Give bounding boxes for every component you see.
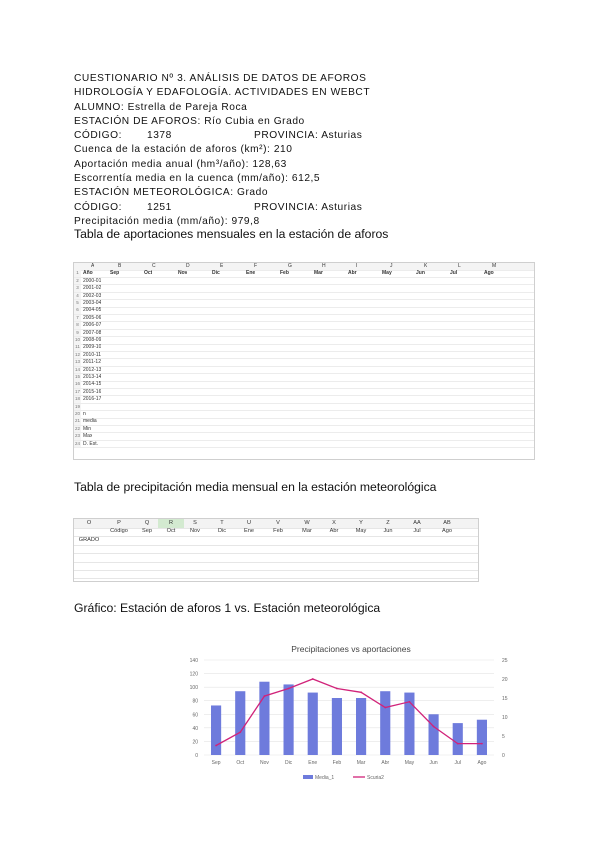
row-number [74,263,81,270]
row-number: 18 [74,396,80,402]
year-label: 2003-04 [83,300,102,306]
column-letter: AB [443,520,451,526]
student-name: ALUMNO: Estrella de Pareja Roca [74,101,248,113]
row-number: 12 [74,351,80,357]
column-header: Mar [314,270,323,277]
column-letter: O [86,520,92,526]
column-header: Abr [348,270,357,277]
year-label: 2013-14 [83,374,102,380]
column-letter: L [458,263,461,269]
x-tick-label: Abr [381,760,390,766]
column-letter: E [220,263,224,269]
x-tick-label: Nov [259,760,269,766]
column-header: Sep [110,270,120,277]
column-header: Jul [450,270,458,277]
row-number: 16 [74,381,80,387]
x-tick-label: Mar [356,760,366,766]
code-label: CÓDIGO: [74,201,122,213]
row-number: 6 [74,307,81,314]
sheet-row [74,441,534,449]
column-letter: P [117,520,121,526]
column-header: Ago [442,528,452,535]
row-number: 24 [74,440,80,446]
legend-label-line: Scuria2 [367,775,384,781]
column-letter: X [332,520,336,526]
mean-precipitation: Precipitación media (mm/año): 979,8 [74,215,260,227]
bar [332,698,342,755]
bar [380,691,390,755]
y-tick-label-right: 25 [502,658,508,664]
column-letter: J [390,263,393,269]
column-header: Nov [190,528,200,535]
mean-runoff: Escorrentía media en la cuenca (mm/año): 612,5 [74,173,321,185]
code-label: CÓDIGO: [74,130,122,142]
y-tick-label-left: 20 [192,739,198,746]
chart-title: Precipitaciones vs aportaciones [291,644,411,654]
bar [453,723,463,755]
column-letter: R [158,519,184,528]
year-label: 2006-07 [83,322,102,329]
column-letter: AA [413,520,421,526]
column-header: Nov [178,270,188,277]
row-number: 13 [74,359,80,365]
x-tick-label: May [404,760,415,766]
bar [429,714,439,755]
y-tick-label-left: 120 [189,671,198,678]
y-tick-label-right: 0 [502,753,505,759]
column-header: Sep [142,528,152,535]
row-number: 15 [74,374,80,379]
year-label: 2008-09 [83,337,102,343]
chart-svg [172,636,530,788]
mean-contribution: Aportación media anual (hm³/año): 128,63 [74,158,287,170]
station-label: GRADO [78,536,100,543]
row-number: 19 [74,403,80,409]
bar [308,693,318,755]
y-tick-label-left: 100 [189,685,198,692]
row-number: 7 [74,315,81,322]
stat-label: media [83,418,97,425]
row-number: 3 [74,285,81,292]
y-tick-label-right: 10 [502,715,508,721]
series-line [216,679,482,746]
column-letter: M [492,263,497,269]
y-tick-label-left: 140 [189,658,198,664]
column-header: Jun [416,270,425,277]
document-header [74,72,544,229]
y-tick-label-left: 0 [195,753,198,759]
row-number: 8 [74,322,81,329]
section-title-contributions: Tabla de aportaciones mensuales en la estación de aforos [74,227,389,241]
stat-label: Max [83,433,93,440]
column-header: Mar [302,528,312,535]
row-number: 2 [74,278,81,285]
row-number: 22 [74,425,80,431]
gauging-station: ESTACIÓN DE AFOROS: Río Cubia en Grado [74,115,305,127]
y-tick-label-left: 60 [192,712,198,719]
row-number: 4 [74,293,81,300]
year-label: 2011-12 [83,359,101,366]
column-letter: S [193,520,197,526]
sheet-row [74,569,478,579]
bar [356,698,366,755]
row-number: 11 [75,344,80,350]
x-tick-label: Oct [236,760,245,766]
bar [259,682,269,755]
row-number: 21 [74,418,80,424]
column-header: May [382,270,392,277]
precipitation-spreadsheet-image [73,518,479,582]
y-tick-label-left: 80 [192,698,198,705]
year-label: 2012-13 [83,366,102,373]
row-number: 14 [74,366,80,372]
column-letter: G [288,263,292,269]
line-point [336,688,338,690]
basin-area: Cuenca de la estación de aforos (km²): 210 [74,144,293,156]
legend-label-bars: Media_1 [315,775,335,781]
row-number: 5 [74,300,81,307]
column-letter: V [276,520,280,526]
line-point [360,691,362,693]
gauging-code-row [74,129,544,143]
x-tick-label: Ene [308,760,318,766]
y-tick-label-left: 40 [192,725,198,732]
line-point [264,695,266,697]
line-point [239,731,241,733]
column-header: Abr [329,528,339,535]
line-point [215,745,217,747]
column-letter: W [304,520,310,526]
x-tick-label: Jul [454,760,461,766]
row-number: 1 [74,270,81,277]
line-point [433,726,435,728]
y-tick-label-right: 5 [502,734,505,740]
year-label: 2010-11 [83,351,101,358]
column-letter: D [186,263,190,269]
row-number: 23 [74,433,80,439]
row-number: 10 [74,337,80,342]
line-point [457,743,459,745]
row-number: 20 [74,411,80,416]
column-letter: U [246,520,252,526]
column-header: Ago [484,270,494,277]
year-label: 2007-08 [83,329,102,336]
bar [477,720,487,755]
weather-code: 1251 [147,201,172,213]
column-header: Dic [217,528,227,535]
header-title-line2: HIDROLOGÍA Y EDAFOLOGÍA. ACTIVIDADES EN WEBCT [74,87,371,99]
y-tick-label-right: 20 [502,677,508,683]
column-header: Jul [413,528,421,535]
column-header: Dic [212,270,220,277]
row-number: 9 [74,330,81,337]
x-tick-label: Feb [332,760,342,766]
year-label: 2001-02 [83,285,102,292]
bar [211,705,221,755]
year-label: 2005-06 [83,314,102,321]
x-tick-label: Dic [284,760,293,766]
contributions-spreadsheet-image [73,262,535,460]
column-header: Año [83,270,93,277]
column-letter: I [356,263,358,269]
x-tick-label: Sep [211,760,221,766]
year-label: 2009-10 [83,344,102,351]
line-point [312,678,314,680]
column-header: Ene [244,528,254,535]
section-title-chart: Gráfico: Estación de aforos 1 vs. Estación meteorológica [74,601,381,615]
stat-label: D. Est. [83,440,99,447]
column-letter: Y [359,520,363,526]
column-letter: A [91,263,95,269]
column-letter: C [152,263,156,269]
row-number: 17 [74,388,80,394]
year-label: 2004-05 [83,307,102,314]
weather-province: PROVINCIA: Asturias [254,201,363,213]
column-header: Feb [273,528,283,535]
column-letter: K [424,263,428,269]
gauging-province: PROVINCIA: Asturias [254,130,363,142]
line-point [409,701,411,703]
x-tick-label: Jun [429,760,438,766]
column-header: Código [110,528,128,535]
column-header: Oct [166,528,176,535]
column-header: May [355,528,367,535]
stat-label: n [83,411,86,417]
column-letter: B [118,263,122,269]
bar [235,691,245,755]
line-point [481,743,483,745]
x-tick-label: Ago [477,760,487,766]
line-point [288,688,290,690]
weather-station: ESTACIÓN METEOROLÓGICA: Grado [74,187,269,199]
year-label: 2000-01 [83,277,102,284]
year-label: 2015-16 [83,388,102,395]
stat-label: Min [83,425,92,432]
line-point [384,707,386,709]
column-letter: Q [144,520,150,526]
legend-swatch-bars [303,775,313,779]
weather-code-row [74,201,544,215]
column-letter: T [220,520,224,526]
column-letter: F [254,263,258,269]
column-letter: H [322,263,326,269]
column-header: Oct [144,270,153,277]
year-label: 2016-17 [83,396,102,403]
bar [284,684,294,755]
column-letter: Z [386,520,390,526]
year-label: 2014-15 [83,381,102,388]
y-tick-label-right: 15 [502,696,508,702]
header-title-line1: CUESTIONARIO Nº 3. ANÁLISIS DE DATOS DE AFOROS [74,73,367,84]
column-header: Jun [383,528,393,535]
column-header: Ene [246,270,256,277]
precipitation-vs-contributions-chart [172,636,530,788]
column-header: Feb [280,270,289,277]
year-label: 2002-03 [83,292,102,299]
gauging-code: 1378 [147,130,172,142]
section-title-precipitation: Tabla de precipitación media mensual en la estación meteorológica [74,480,437,494]
